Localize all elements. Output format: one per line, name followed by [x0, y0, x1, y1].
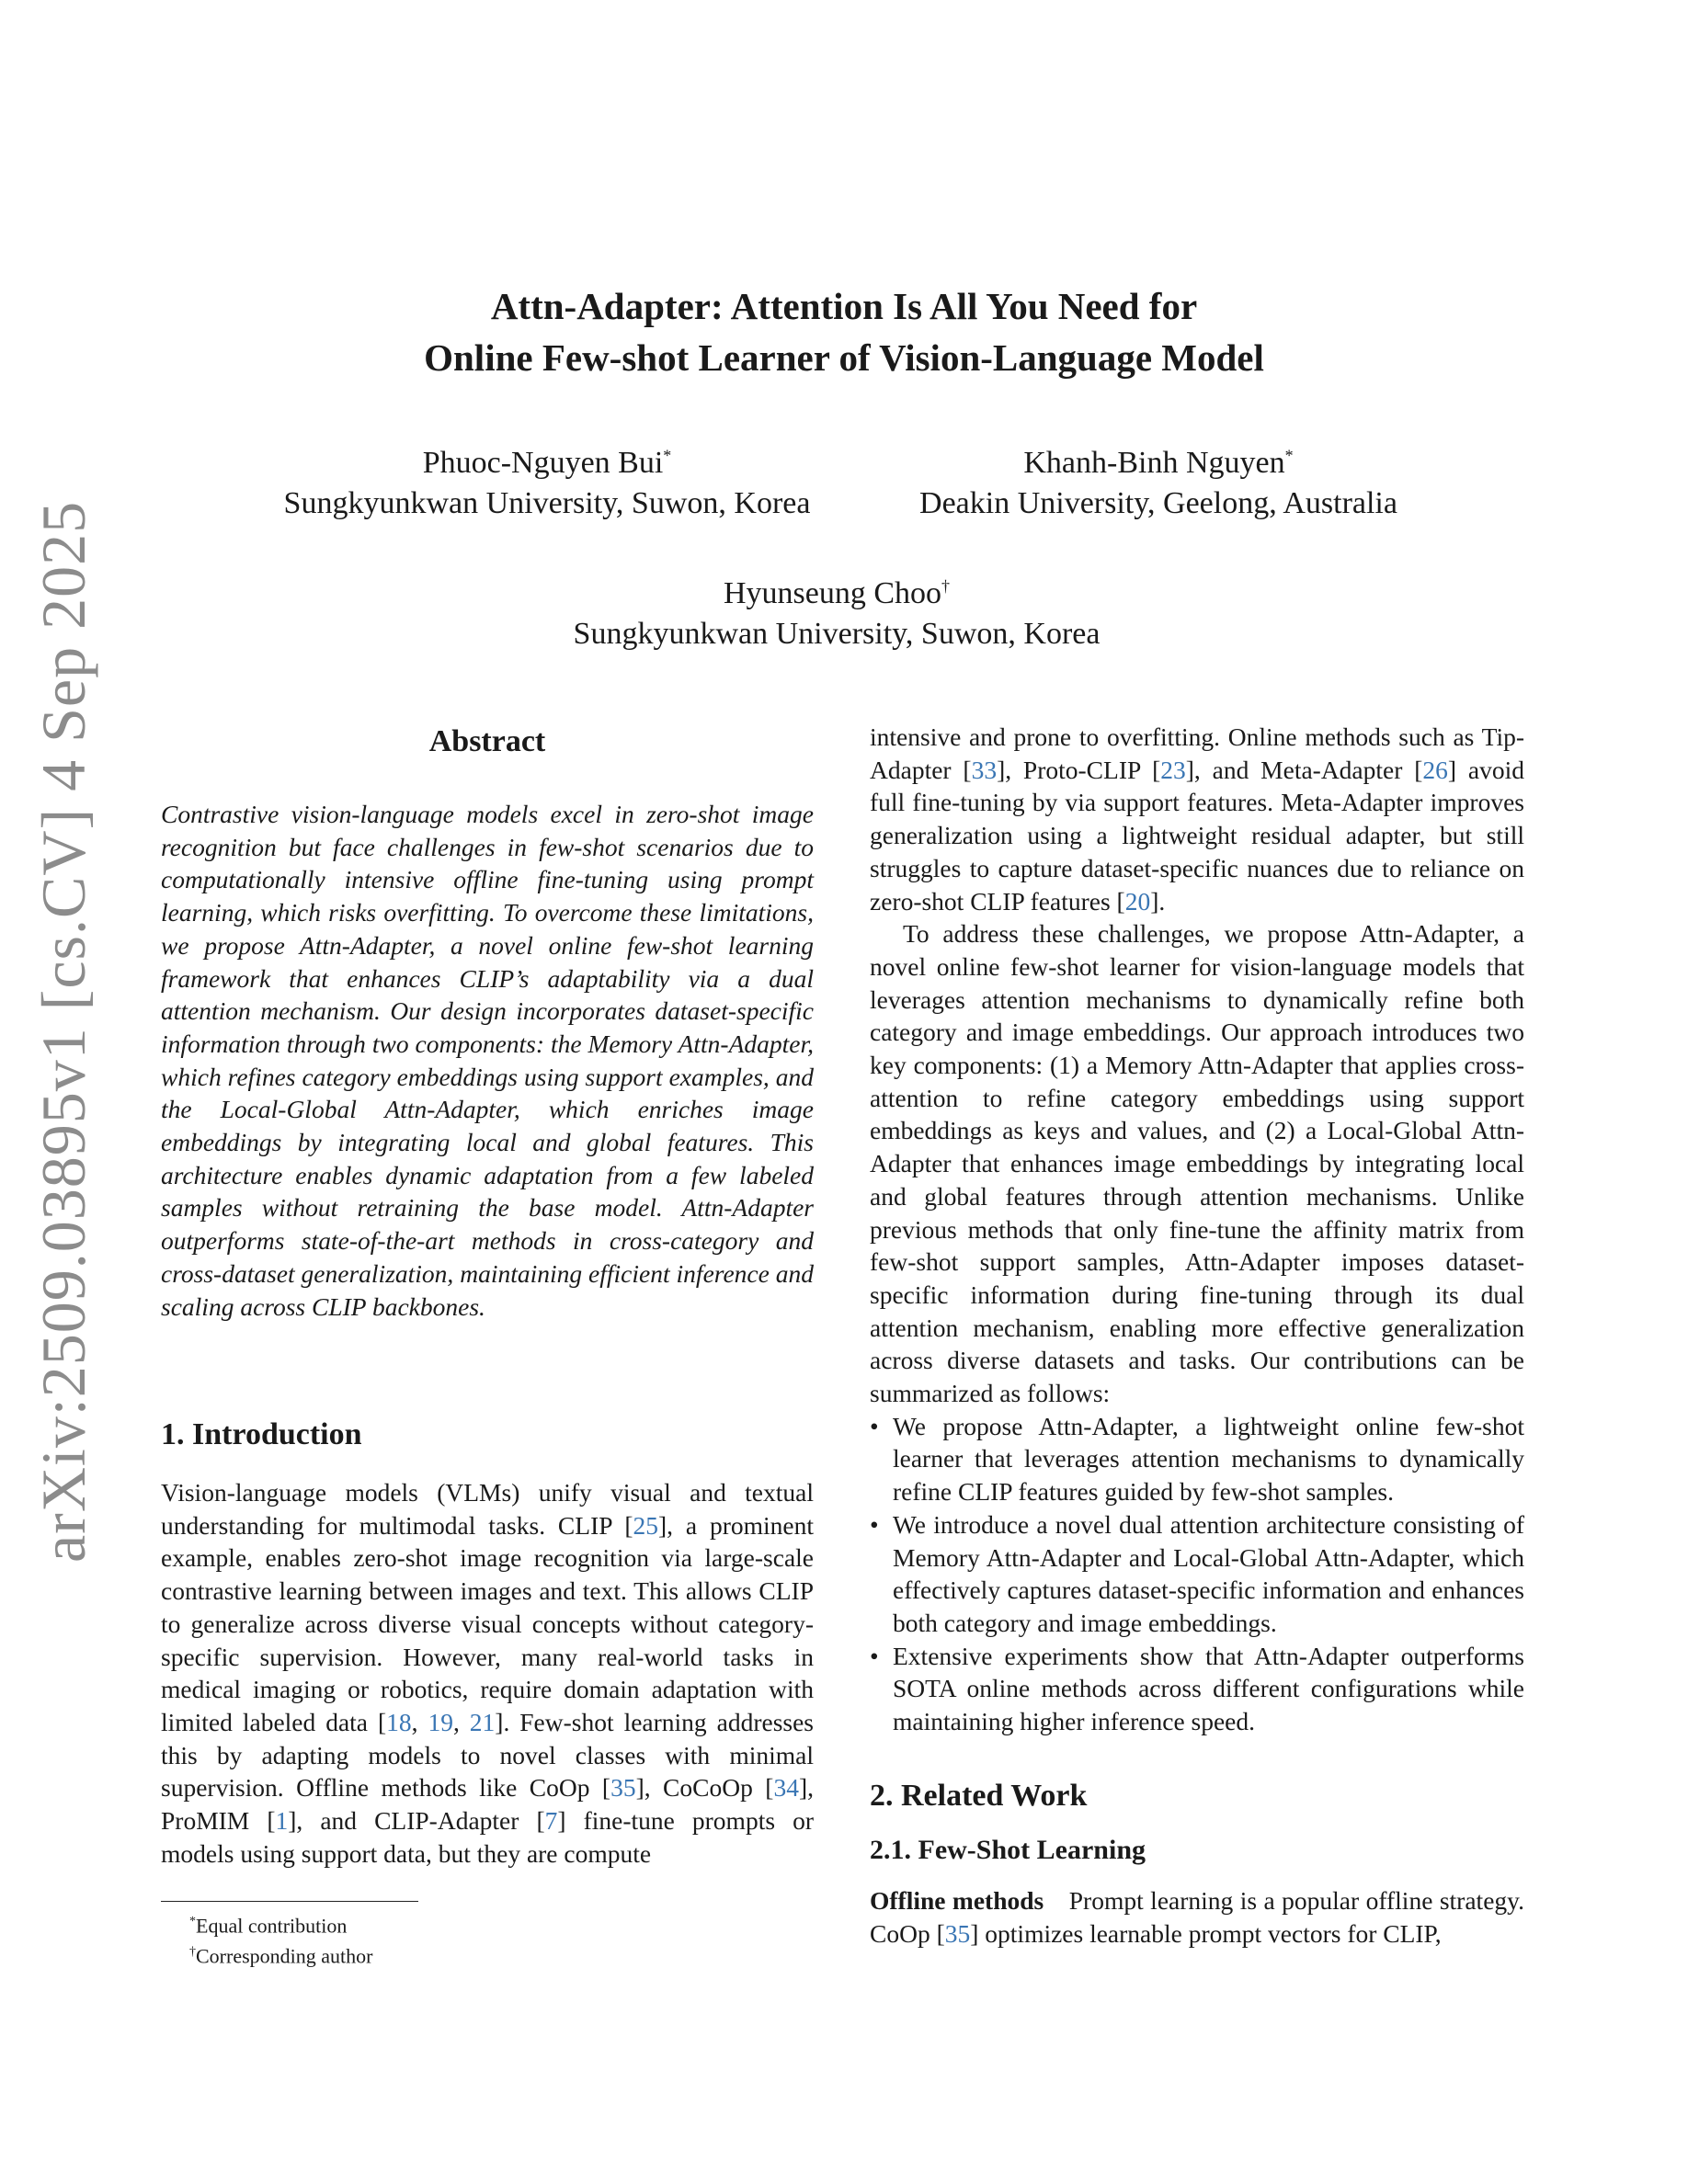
citation-link[interactable]: 35: [610, 1773, 636, 1803]
citation-link[interactable]: 7: [544, 1806, 558, 1836]
introduction-paragraph-2: To address these challenges, we propose Attn-Adapter, a novel online few-shot learner for vision-language models that leverages attention mechanisms to dynamically refine both category and image embeddings. Our approach introduces two key components: (1) a Memory Attn-Adapter that applies cross-attention to refine category embeddings using support embeddings as keys and values, and (2) a Local-Global Attn-Adapter that enhances image embeddings by integrating local and global features through attention mechanisms. Unlike previous methods that only fine-tune the affinity matrix from few-shot support samples, Attn-Adapter imposes dataset-specific information during fine-tuning through its dual attention mechanism, enabling more effective generalization across diverse datasets and tasks. Our contributions can be summarized as follows:: [870, 919, 1524, 1408]
author-mark: *: [1284, 446, 1294, 465]
introduction-heading: 1. Introduction: [161, 1417, 362, 1451]
list-item: • We propose Attn-Adapter, a lightweight online few-shot learner that leverages attention mechanisms to dynamically refine CLIP features guided by few-shot samples.: [870, 1410, 1524, 1508]
citation-link[interactable]: 35: [944, 1918, 971, 1948]
title-line-1: Attn-Adapter: Attention Is All You Need for: [490, 285, 1198, 327]
author-1: [267, 443, 827, 524]
author-3: [515, 574, 1158, 654]
citation-link[interactable]: 25: [633, 1510, 659, 1540]
introduction-right-column: [870, 721, 1524, 1738]
author-affiliation: Deakin University, Geelong, Australia: [919, 486, 1397, 520]
author-2: [901, 443, 1416, 524]
footnote-equal-contribution: *Equal contribution: [189, 1914, 348, 1938]
introduction-paragraph-1-cont: intensive and prone to overfitting. Online methods such as Tip-Adapter [33], Proto-CLIP [23], and Meta-Adapter [26] avoid full fine-tuning by via support features. Meta-Adapter improves generalization using a lightweight residual adapter, but still struggles to capture dataset-specific nuances due to reliance on zero-shot CLIP features [20].: [870, 722, 1524, 916]
author-affiliation: Sungkyunkwan University, Suwon, Korea: [573, 617, 1101, 651]
title-line-2: Online Few-shot Learner of Vision-Language Model: [424, 336, 1264, 379]
list-item: • Extensive experiments show that Attn-Adapter outperforms SOTA online methods across different configurations while maintaining higher inference speed.: [870, 1640, 1524, 1738]
footnote-rule: [161, 1901, 418, 1902]
abstract-text: Contrastive vision-language models excel in zero-shot image recognition but face challenges in few-shot scenarios due to computationally intensive offline fine-tuning using prompt learning, which risks overfitting. To overcome these limitations, we propose Attn-Adapter, a novel online few-shot learning framework that enhances CLIP’s adaptability via a dual attention mechanism. Our design incorporates dataset-specific information through two components: the Memory Attn-Adapter, which refines category embeddings using support examples, and the Local-Global Attn-Adapter, which enriches image embeddings by integrating local and global features. This architecture enables dynamic adaptation from a few labeled samples without retraining the base model. Attn-Adapter outperforms state-of-the-art methods in cross-category and cross-dataset generalization, maintaining efficient inference and scaling across CLIP backbones.: [161, 800, 814, 1321]
footnote-corresponding-author: †Corresponding author: [189, 1944, 373, 1968]
citation-link[interactable]: 19: [428, 1707, 453, 1736]
contributions-list: [870, 1410, 1524, 1738]
author-name: Hyunseung Choo: [723, 576, 942, 610]
citation-link[interactable]: 33: [971, 755, 998, 784]
paper-title: [0, 280, 1688, 383]
related-work-text: Offline methods Prompt learning is a popular offline strategy. CoOp [35] optimizes learnable prompt vectors for CLIP,: [870, 1886, 1524, 1948]
author-name: Khanh-Binh Nguyen: [1023, 446, 1285, 480]
citation-link[interactable]: 20: [1124, 886, 1151, 916]
author-mark: †: [941, 576, 951, 596]
citation-link[interactable]: 26: [1422, 755, 1448, 784]
author-mark: *: [663, 446, 672, 465]
citation-link[interactable]: 18: [386, 1707, 412, 1736]
citation-link[interactable]: 1: [275, 1806, 289, 1836]
author-name: Phuoc-Nguyen Bui: [422, 446, 664, 480]
related-work-heading: 2. Related Work: [870, 1779, 1088, 1813]
author-affiliation: Sungkyunkwan University, Suwon, Korea: [283, 486, 811, 520]
abstract-heading: Abstract: [428, 724, 546, 758]
footnotes: [189, 1908, 372, 1970]
citation-link[interactable]: 21: [469, 1707, 496, 1736]
run-in-heading: Offline methods: [870, 1886, 1044, 1915]
citation-link[interactable]: 34: [773, 1773, 799, 1803]
arxiv-identifier: arXiv:2509.03895v1 [cs.CV] 4 Sep 2025: [29, 500, 98, 1563]
list-item: • We introduce a novel dual attention architecture consisting of Memory Attn-Adapter and Local-Global Attn-Adapter, which effectively captures dataset-specific information and enhances both category and image embeddings.: [870, 1508, 1524, 1640]
citation-link[interactable]: 23: [1160, 755, 1186, 784]
few-shot-learning-heading: 2.1. Few-Shot Learning: [870, 1835, 1146, 1865]
introduction-paragraph-1-start: Vision-language models (VLMs) unify visual and textual understanding for multimodal tasks. CLIP [25], a prominent example, enables zero-shot image recognition via large-scale contrastive learning between images and text. This allows CLIP to generalize across diverse visual concepts without category-specific supervision. However, many real-world tasks in medical imaging or robotics, require domain adaptation with limited labeled data [18, 19, 21]. Few-shot learning addresses this by adapting models to novel classes with minimal supervision. Offline methods like CoOp [35], CoCoOp [34], ProMIM [1], and CLIP-Adapter [7] fine-tune prompts or models using support data, but they are compute: [161, 1478, 815, 1868]
